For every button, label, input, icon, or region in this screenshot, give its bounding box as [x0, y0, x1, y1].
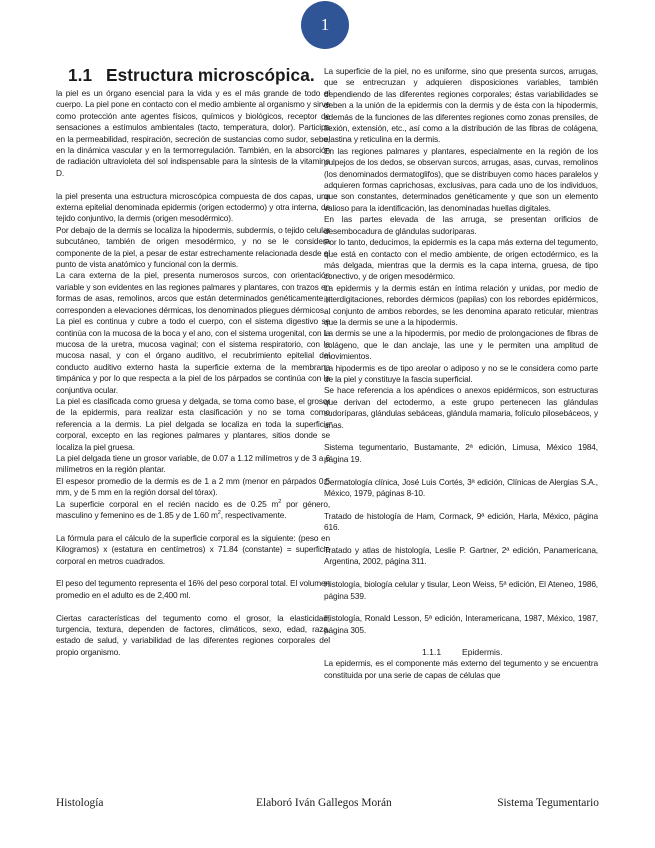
footer-center: Elaboró Iván Gallegos Morán: [256, 797, 392, 809]
left-paragraph: la piel presenta una estructura microscópica compuesta de dos capas, una externa epitelial denominada epidermis (origen ectodermo) y otra interna, de tejido conjuntivo, la dermis (origen mesodérmico).: [56, 190, 330, 224]
right-paragraph: En las regiones palmares y plantares, especialmente en la región de los pulpejos de los dedos, se observan surcos, arrugas, asas, curvas, remolinos (los denominados dermatoglifos), que se distribuyen como haces paralelos y adquieren formas caprichosas, exclusivas, para cada uno de los individuos, que son constantes, determinados genéticamente y que son un elemento valioso para la identificación, las denominadas huellas digitales.: [324, 145, 598, 213]
subsection-heading: [324, 646, 598, 658]
subsection-title: Epidermis.: [462, 647, 503, 658]
page-number: 1: [320, 15, 330, 34]
section-heading: [56, 66, 330, 85]
reference-item: Dermatología clínica, José Luis Cortés, 3ª edición, Clínicas de Alergias S.A., México, 1979, páginas 8-10.: [324, 476, 598, 498]
formula-paragraph: La fórmula para el cálculo de la superficie corporal es la siguiente: (peso en Kilogramos) x (estatura en centímetros) x 71.84 (constante) = superficie corporal en metros cuadrados.: [56, 532, 330, 566]
reference-item: Tratado de histología de Ham, Cormack, 9ª edición, Harla, México, página 616.: [324, 510, 598, 533]
weight-paragraph: El peso del tegumento representa el 16% del peso corporal total. El volumen promedio en el adulto es de 2,400 ml.: [56, 578, 330, 600]
superscript: 2: [278, 498, 282, 505]
right-column: [324, 66, 598, 792]
surface-paragraph: [56, 499, 330, 522]
section-title: Estructura microscópica.: [106, 66, 315, 85]
left-paragraph: la piel es un órgano esencial para la vida y es el más grande de todo el cuerpo. La piel pone en contacto con el medio ambiente al organismo y sirve como protección ante agentes físicos, químicos y biológicos, receptor de sensaciones a estímulos ambientales (tacto, temperatura, dolor). Participa en la permeabilidad, respiración, secreción de sustancias como sudor, sebo, en la dinámica vascular y en la termorregulación. También, en la absorción de radiación ultravioleta del sol indispensable para la síntesis de la vitamina D.: [56, 88, 330, 178]
superscript: 2: [217, 510, 221, 517]
page-number-badge: [301, 1, 349, 49]
left-paragraph: El espesor promedio de la dermis es de 1 a 2 mm (menor en párpados 0.5 mm, y de 5 mm en la región dorsal del tórax).: [56, 475, 330, 498]
right-paragraph: La superficie de la piel, no es uniforme, sino que presenta surcos, arrugas, que se entrecruzan y adquieren disposiciones variables, también dependiendo de las diferentes regiones corporales; éstas variabilidades se deben a la unión de la epidermis con la dermis y de ésta con la hipodermis, además de la funciones de las diferentes regiones como zonas prensiles, de flexión, extensión, etc., así como a la distribución de las fibras de colágena, elastina y reticulina en la dermis.: [324, 66, 598, 145]
page-footer: [56, 797, 599, 813]
right-paragraph: Por lo tanto, deducimos, la epidermis es la capa más externa del tegumento, que está en contacto con el medio ambiente, de origen ectodérmico, es la más delgada, mientras que la dermis es la capa interna, gruesa, de tipo conectivo, y de origen mesodérmico.: [324, 237, 598, 282]
left-paragraph: La piel es continua y cubre a todo el cuerpo, con el sistema digestivo se continúa con la mucosa de la boca y el ano, con el sistema urogenital, con la mucosa de la uretra, mucosa vaginal; con el sistema respiratorio, con la mucosa nasal, y con el órgano auditivo, el recubrimiento epitelial del conducto auditivo externo hasta la superficie externa de la membrana timpánica y por lo que respecta a la piel de los párpados se continúa con la conjuntiva ocular.: [56, 316, 330, 395]
subsection-number: 1.1.1: [422, 647, 442, 658]
right-paragraph: Se hace referencia a los apéndices o anexos epidérmicos, son estructuras que derivan del ectodermo, a este grupo pertenecen las glándulas sudoríparas, glándulas sebáceas, glándula mamaria, folículo pilosebáceos, y uñas.: [324, 385, 598, 430]
features-paragraph: Ciertas características del tegumento como el grosor, la elasticidad, turgencia, textura, dependen de factores, climáticos, sexo, edad, raza, estado de salud, y variabilidad de las diferentes regiones corporales del propio organismo.: [56, 612, 330, 657]
reference-item: Tratado y atlas de histología, Leslie P. Gartner, 2ª edición, Panamericana, Argentina, 2002, página 311.: [324, 545, 598, 567]
surface-text-pre: La superficie corporal en el recién nacido es de 0.25 m: [56, 498, 279, 509]
epidermis-paragraph: La epidermis, es el componente más externo del tegumento y se encuentra constituida por una serie de capas de células que: [324, 658, 598, 680]
right-paragraph: La hipodermis es de tipo areolar o adiposo y no se le considera como parte de la piel y constituye la fascia superficial.: [324, 362, 598, 384]
section-number: 1.1: [68, 66, 93, 85]
left-column: [56, 66, 330, 792]
surface-text-mid: por género, masculino y femenino es de 1.85 y de 1.60 m: [56, 498, 330, 521]
right-paragraph: La epidermis y la dermis están en íntima relación y unidas, por medio de interdigitaciones, rebordes dérmicos (papilas) con los rebordes epidérmicos, al conjunto de ambos rebordes, se les denomina aparato reticular, mientras que la dermis se une a la hipodermis.: [324, 282, 598, 327]
reference-item: Sistema tegumentario, Bustamante, 2ª edición, Limusa, México 1984, página 19.: [324, 442, 598, 464]
footer-right: Sistema Tegumentario: [497, 797, 599, 809]
left-paragraph: La piel es clasificada como gruesa y delgada, se toma como base, el grosor de la epidermis, para realizar esta clasificación y no se toma como referencia a la dermis. La piel delgada se localiza en toda la superficie corporal, excepto en las regiones palmares y plantares, sitios donde se localiza la piel gruesa.: [56, 395, 330, 452]
right-paragraph: La dermis se une a la hipodermis, por medio de prolongaciones de fibras de colágeno, que le dan anclaje, las une y le permiten una amplitud de movimientos.: [324, 328, 598, 362]
left-paragraph: La cara externa de la piel, presenta numerosos surcos, con orientación variable y son evidentes en las regiones palmares y plantares, con trazos en formas de asas, remolinos, arcos que están determinados genéticamente y corresponden a elevaciones dérmicas, los denominados pliegues dérmicos.: [56, 270, 330, 315]
left-paragraph: Por debajo de la dermis se localiza la hipodermis, subdermis, o tejido celular subcutáneo, también de origen mesodérmico, y no se le considera componente de la piel, a pesar de estar estrechamente relacionada desde el punto de vista anatómico y funcional con la dermis.: [56, 224, 330, 270]
left-paragraph: La piel delgada tiene un grosor variable, de 0.07 a 1.12 milímetros y de 3 a 6 milímetros en la región plantar.: [56, 452, 330, 475]
surface-text-post: , respectivamente.: [220, 510, 287, 521]
reference-item: Histología, Ronald Lesson, 5ª edición, Interamericana, 1987, México, 1987, página 305.: [324, 613, 598, 635]
footer-left: Histología: [56, 797, 104, 809]
reference-item: Histología, biología celular y tisular, Leon Weiss, 5ª edición, El Ateneo, 1986, página 539.: [324, 579, 598, 601]
right-paragraph: En las partes elevada de las arruga, se presentan orificios de desembocadura de glándulas sudoríparas.: [324, 214, 598, 236]
